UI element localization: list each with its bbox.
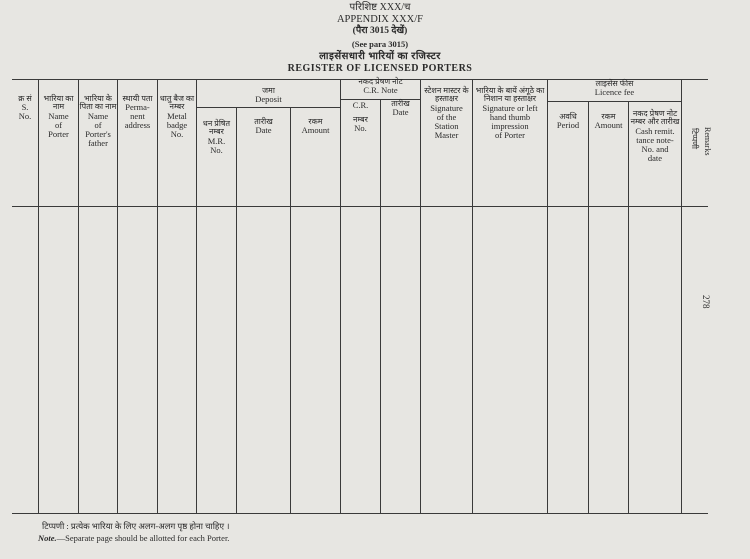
col-divider	[38, 79, 39, 513]
permanent-address-header: स्थायी पता Perma- nent address	[122, 94, 153, 131]
appendix-title: APPENDIX XXX/F	[336, 14, 424, 25]
serial-number-header: क्र सं S. No.	[18, 94, 32, 122]
col-divider	[340, 79, 341, 513]
metal-badge-header: धातु बैज का नम्बर Metal badge No.	[159, 94, 195, 139]
deposit-sub-rule	[197, 107, 340, 108]
remarks-header: Remarks	[703, 127, 712, 156]
deposit-group-header: जमा Deposit	[255, 86, 282, 105]
col-divider	[472, 79, 473, 513]
register-title: REGISTER OF LICENSED PORTERS	[287, 63, 473, 74]
remarks-header-hindi: टिप्पणी	[690, 128, 699, 149]
licence-sub-rule	[548, 101, 681, 102]
note-label: Note.	[38, 533, 57, 543]
col-divider	[380, 99, 381, 513]
mr-number-header: धन प्रेषित नम्बर M.R. No.	[202, 119, 231, 155]
col-divider	[157, 79, 158, 513]
deposit-amount-header: रकम Amount	[301, 117, 330, 136]
col-divider	[588, 101, 589, 513]
appendix-hindi: परिशिष्ट XXX/च	[349, 2, 411, 13]
col-divider	[236, 107, 237, 513]
note-hindi: टिप्पणी : प्रत्येक भारिया के लिए अलग-अलग पृष्ठ होना चाहिए ।	[42, 521, 230, 531]
licence-fee-group-header: लाइसेंस फीस Licence fee	[594, 79, 635, 98]
register-title-hindi: लाइसेंसधारी भारियों का रजिस्टर	[319, 51, 441, 62]
station-master-signature-header: स्टेशन मास्टर के हस्ताक्षर Signature of the Station Master	[424, 86, 469, 140]
crnote-group-header: नकद प्रेषण नोट C.R. Note	[358, 77, 403, 96]
col-divider	[681, 79, 682, 513]
para-reference: (See para 3015)	[351, 39, 409, 49]
page-number: 278	[701, 295, 711, 309]
note-english	[38, 533, 229, 543]
note-text: —Separate page should be allotted for each Porter.	[56, 533, 230, 543]
porter-signature-header: भारिया के बायें अंगूठे का निशान या हस्ताक्षर Signature or left hand thumb impression of Porter	[475, 86, 545, 140]
col-divider	[628, 101, 629, 513]
father-name-header: भारिया के पिता का नाम Name of Porter's father	[79, 94, 117, 148]
cash-remittance-header: नकद प्रेषण नोट नम्बर और तारीख Cash remit. tance note- No. and date	[630, 109, 680, 163]
licence-period-header: अवधि Period	[556, 112, 580, 131]
col-divider	[420, 79, 421, 513]
col-divider	[117, 79, 118, 513]
para-reference-hindi: (पैरा 3015 देखें)	[352, 26, 408, 36]
licence-amount-header: रकम Amount	[594, 112, 623, 131]
porter-name-header: भारिया का नाम Name of Porter	[43, 94, 74, 139]
crnote-number-header: C.R. नम्बर No.	[352, 100, 369, 134]
table-bottom-rule	[12, 513, 708, 514]
deposit-date-header: तारीख Date	[254, 117, 273, 136]
crnote-date-header: तारीख Date	[391, 99, 410, 118]
col-divider	[547, 79, 548, 513]
col-divider	[290, 107, 291, 513]
